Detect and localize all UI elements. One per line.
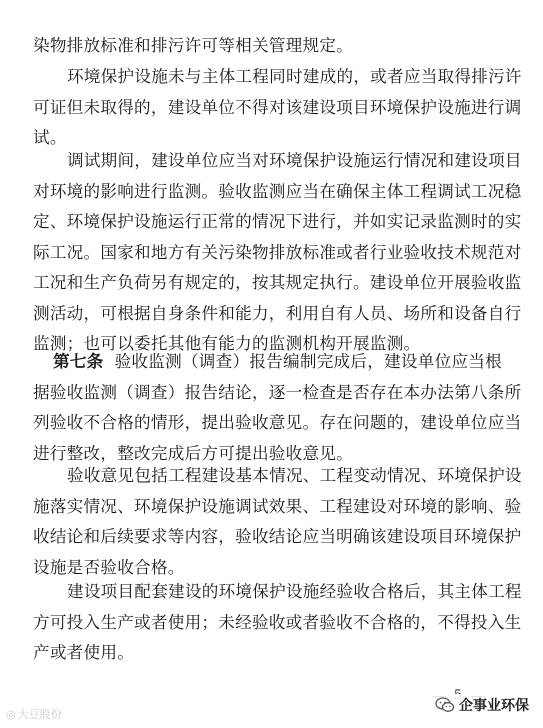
text-line: 验收意见包括工程建设基本情况、工程变动情况、环境保护设 bbox=[67, 466, 522, 485]
watermark-left bbox=[6, 706, 62, 722]
text-line: 测活动，可根据自身条件和能力，利用自有人员、场所和设备自行 bbox=[33, 303, 522, 323]
text-line: 据验收监测（调查）报告结论，逐一检查是否存在本办法第八条所 bbox=[33, 382, 522, 402]
paragraph bbox=[33, 146, 522, 360]
text-line: 际工况。国家和地方有关污染物排放标准或者行业验收技术规范对 bbox=[33, 242, 522, 262]
text-line: 监测；也可以委托其他有能力的监测机构开展监测。 bbox=[33, 334, 421, 353]
article-paragraph bbox=[33, 346, 522, 469]
paragraph bbox=[33, 577, 522, 669]
paragraph bbox=[33, 31, 511, 62]
paragraph bbox=[33, 62, 522, 154]
text-line: 环境保护设施未与主体工程同时建成的，或者应当取得排污许 bbox=[67, 67, 522, 86]
watermark-left-text: 大豆股份 bbox=[17, 708, 62, 721]
text-line: 产或者使用。 bbox=[33, 643, 135, 662]
text-line: 进行整改，整改完成后方可提出验收意见。 bbox=[33, 443, 354, 463]
watermark-logo-icon: ◎ bbox=[6, 707, 16, 721]
text-line: 试。 bbox=[33, 128, 67, 147]
text-line: 设施是否验收合格。 bbox=[33, 557, 185, 577]
text-span: 验收监测（调查）报告编制完成后，建设单位应当根 bbox=[114, 352, 502, 371]
text-line bbox=[33, 346, 511, 378]
text-line: 收结论和后续要求等内容，验收结论应当明确该建设项目环境保护 bbox=[33, 527, 522, 546]
paragraph bbox=[33, 461, 522, 583]
text-line: 定、环境保护设施运行正常的情况下进行，并如实记录监测时的实 bbox=[33, 212, 522, 231]
text-line: 列验收不合格的情形，提出验收意见。存在问题的，建设单位应当 bbox=[33, 413, 522, 432]
text-line: 工况和生产负荷另有规定的，按其规定执行。建设单位开展验收监 bbox=[33, 273, 522, 292]
article-heading: 第七条 bbox=[53, 351, 104, 371]
text-line: 方可投入生产或者使用；未经验收或者验收不合格的，不得投入生 bbox=[33, 612, 522, 632]
text-line: 染物排放标准和排污许可等相关管理规定。 bbox=[33, 36, 354, 55]
watermark-right-text: 企事业环保 bbox=[459, 698, 529, 714]
text-line: 调试期间，建设单位应当对环境保护设施运行情况和建设项目 bbox=[67, 151, 522, 170]
text-line: 建设项目配套建设的环境保护设施经验收合格后，其主体工程 bbox=[67, 582, 522, 601]
watermark-right bbox=[432, 694, 532, 716]
text-line: 可证但未取得的，建设单位不得对该建设项目环境保护设施进行调 bbox=[33, 97, 522, 117]
text-line: 对环境的影响进行监测。验收监测应当在确保主体工程调试工况稳 bbox=[33, 181, 522, 201]
text-line: 施落实情况、环境保护设施调试效果、工程建设对环境的影响、验 bbox=[33, 496, 522, 516]
wechat-icon bbox=[435, 697, 455, 713]
